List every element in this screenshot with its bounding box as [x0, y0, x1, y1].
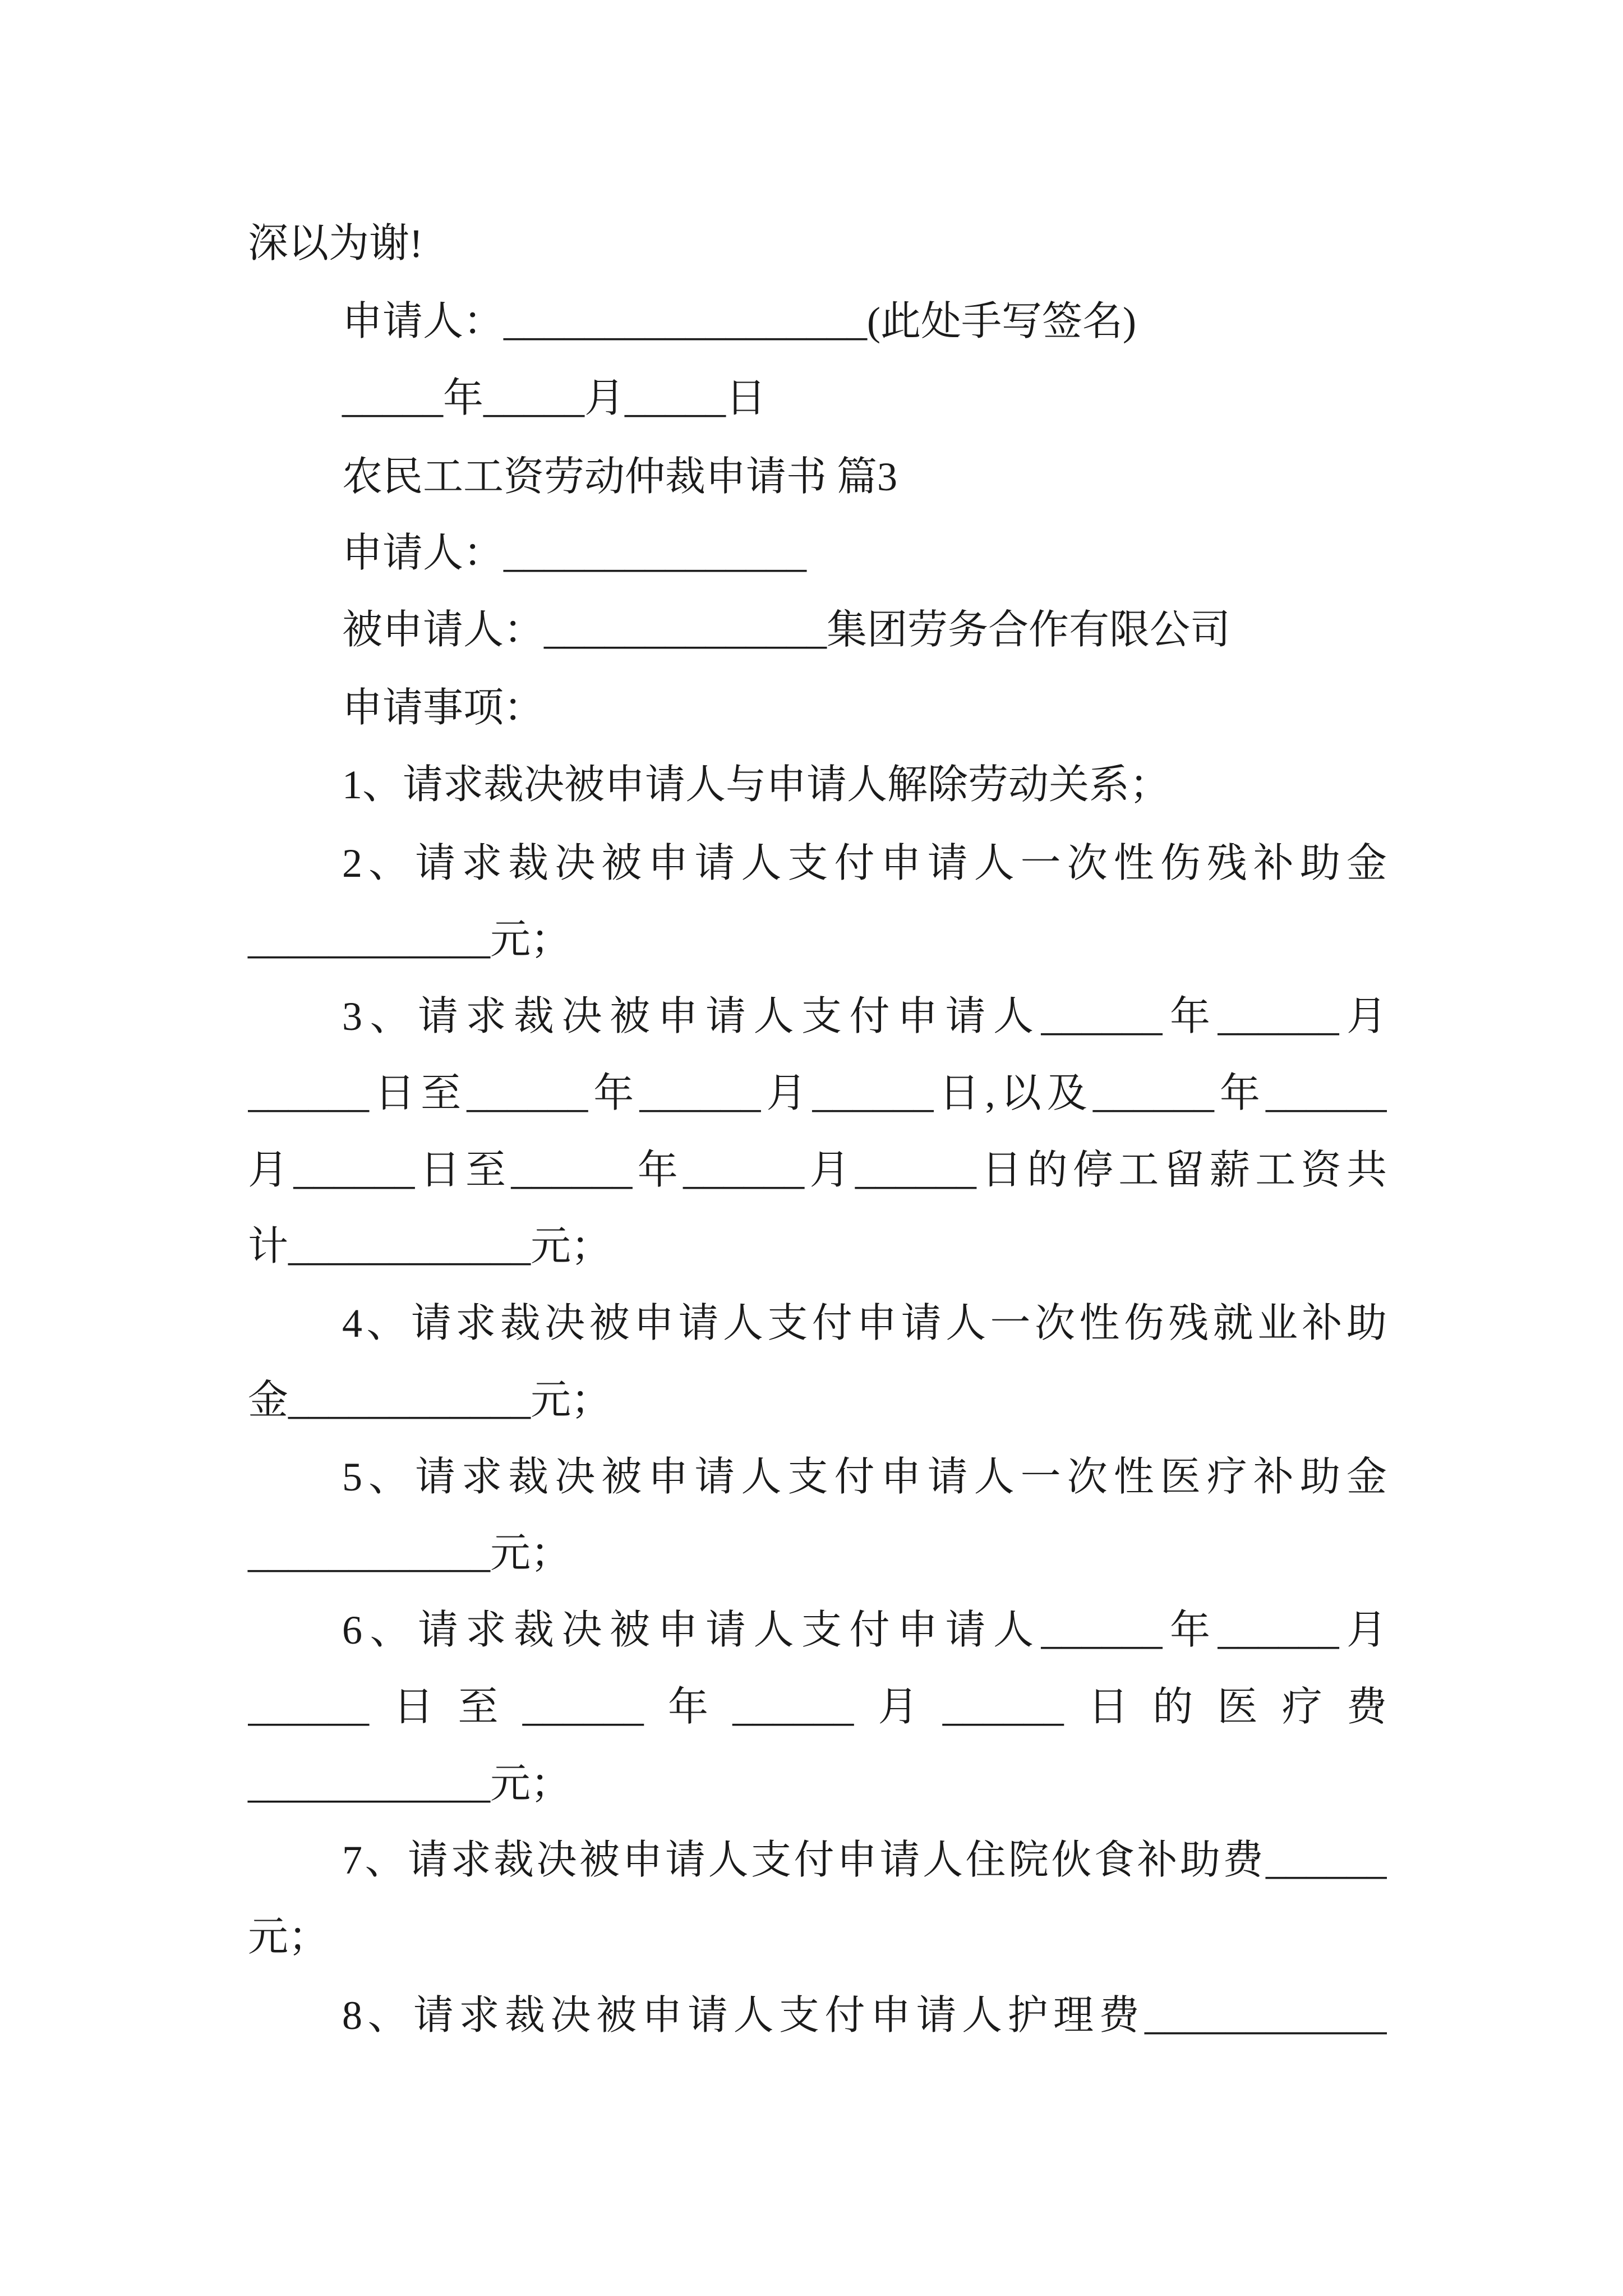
requests-label: 申请事项： [342, 685, 545, 730]
request-item-2: 2、请求裁决被申请人支付申请人一次性伤残补助金 [342, 841, 1387, 886]
request-item-3: 3、请求裁决被申请人支付申请人______年______月 [342, 994, 1387, 1039]
request-item-4-continuation: 金____________元； [248, 1378, 612, 1423]
request-item-5-continuation: ____________元； [248, 1531, 571, 1576]
request-item-6-continuation: ____________元； [248, 1761, 571, 1806]
request-item-1: 1、请求裁决被申请人与申请人解除劳动关系； [342, 762, 1170, 807]
section-heading: 农民工工资劳动仲裁申请书 篇3 [342, 454, 898, 499]
request-item-8: 8、请求裁决被申请人支付申请人护理费____________ [342, 1993, 1387, 2038]
respondent-field: 被申请人：______________集团劳务合作有限公司 [342, 608, 1231, 652]
request-item-2-continuation: ____________元； [248, 917, 571, 962]
request-item-3-continuation: ______日至______年______月______日,以及______年______ [248, 1071, 1387, 1116]
request-item-5: 5、请求裁决被申请人支付申请人一次性医疗补助金 [342, 1455, 1387, 1499]
request-item-7: 7、请求裁决被申请人支付申请人住院伙食补助费______ [342, 1838, 1387, 1883]
request-item-4: 4、请求裁决被申请人支付申请人一次性伤残就业补助 [342, 1301, 1387, 1346]
request-item-3-continuation: 月______日至______年______月______日的停工留薪工资共 [248, 1148, 1387, 1193]
signature-date-line: _____年_____月_____日 [342, 376, 766, 421]
request-item-7-continuation: 元； [248, 1915, 329, 1959]
request-item-6: 6、请求裁决被申请人支付申请人______年______月 [342, 1608, 1387, 1653]
closing-remark: 深以为谢! [248, 221, 423, 266]
request-item-3-continuation: 计____________元； [248, 1224, 612, 1269]
applicant-field: 申请人：_______________ [342, 531, 807, 576]
request-item-6-continuation: ______日至______年______月______日的医疗费 [248, 1685, 1387, 1729]
signature-line: 申请人：__________________(此处手写签名) [342, 299, 1136, 344]
